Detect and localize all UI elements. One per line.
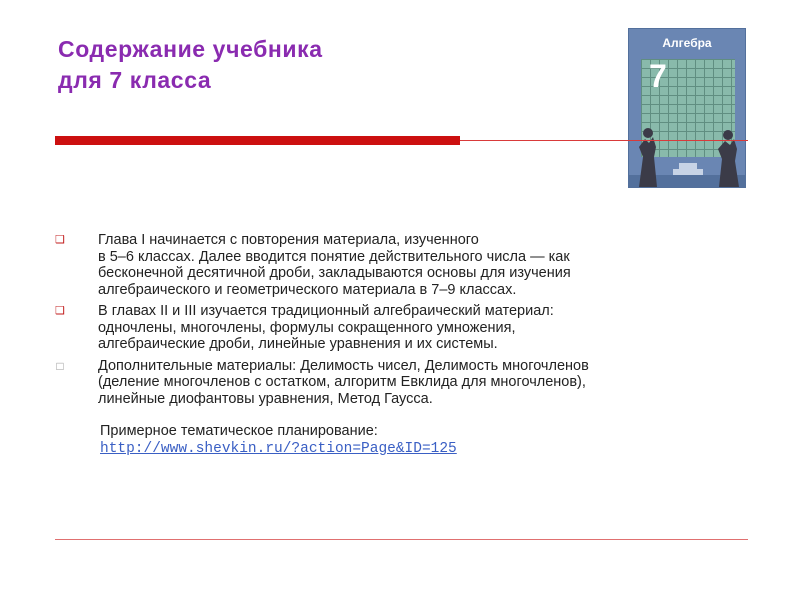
list-item-text: Дополнительные материалы: Делимость чисел, Делимость многочленов (деление многочленов с остатком, алгоритм Евклида для многочленов), линейные диофантовы уравнения, Метод Гаусса.	[98, 357, 589, 407]
title-line-2: для 7 класса	[58, 67, 212, 93]
list-item	[54, 303, 754, 353]
checkbox-bullet-icon: ❑	[55, 234, 65, 246]
header-divider-line	[460, 140, 748, 141]
cover-statues-illustration	[629, 117, 746, 187]
page-title	[58, 34, 323, 96]
list-item-text: Глава I начинается с повторения материала, изученного в 5–6 классах. Далее вводится понятие действительного числа — как бесконечной десятичной дроби, закладываются основы для изучения алгебраического и геометрического материала в 7–9 классах.	[98, 232, 571, 298]
footer-divider-line	[55, 539, 748, 540]
planning-reference	[54, 423, 754, 458]
list-item	[54, 232, 754, 298]
cover-number: 7	[649, 58, 667, 94]
planning-label: Примерное тематическое планирование:	[100, 423, 378, 439]
textbook-cover-image	[628, 28, 746, 188]
list-item	[54, 358, 754, 408]
cover-title: Алгебра	[662, 36, 712, 50]
list-item-text: В главах II и III изучается традиционный алгебраический материал: одночлены, многочлены, формулы сокращенного умножения, алгебраические дроби, линейные уравнения и их системы.	[98, 303, 554, 352]
content-list	[54, 232, 754, 458]
title-line-1: Содержание учебника	[58, 36, 323, 62]
planning-link[interactable]: http://www.shevkin.ru/?action=Page&ID=125	[100, 441, 457, 457]
checkbox-bullet-icon: ❑	[55, 305, 65, 317]
title-accent-bar	[55, 136, 460, 145]
square-bullet-icon: □	[56, 358, 64, 373]
